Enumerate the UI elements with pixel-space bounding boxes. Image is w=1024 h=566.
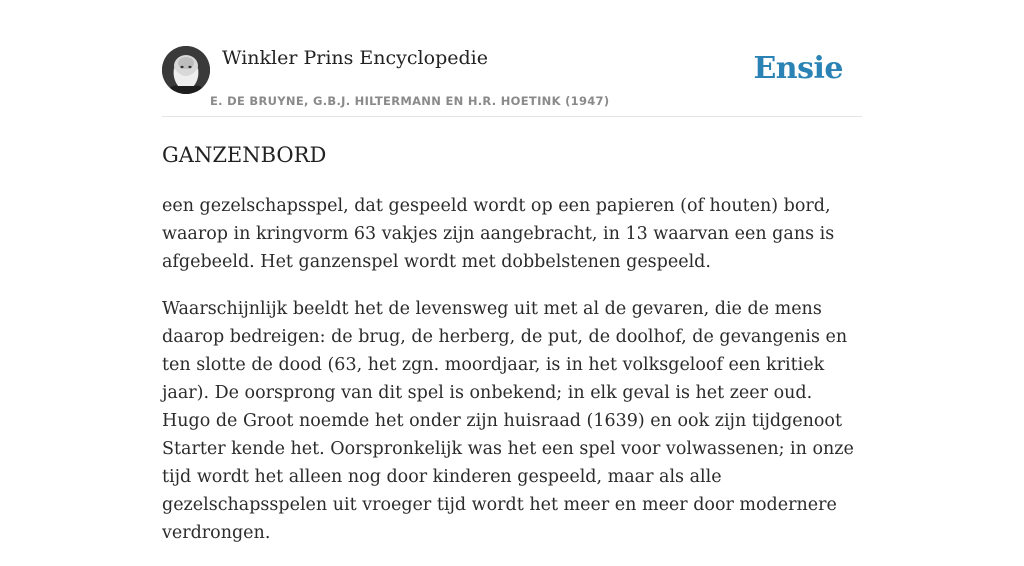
author-avatar[interactable] [162, 46, 210, 94]
article-body [162, 192, 862, 566]
portrait-icon [162, 46, 210, 94]
brand-logo[interactable]: Ensie [753, 51, 843, 86]
article-title: GANZENBORD [162, 143, 327, 167]
header [162, 0, 862, 117]
authors-credit: E. DE BRUYNE, G.B.J. HILTERMANN EN H.R. HOETINK (1947) [210, 94, 610, 108]
paragraph-2: Waarschijnlijk beeldt het de levensweg uit met al de gevaren, die de mens daarop bedreigen: de brug, de herberg, de put, de doolhof, de gevangenis en ten slotte de dood (63, het zgn. moordjaar, is in het volksgeloof een kritiek jaar). De oorsprong van dit spel is onbekend; in elk geval is het zeer oud. Hugo de Groot noemde het onder zijn huisraad (1639) en ook zijn tijdgenoot Starter kende het. Oorspronkelijk was het een spel voor volwassenen; in onze tijd wordt het alleen nog door kinderen gespeeld, maar als alle gezelschapsspelen uit vroeger tijd wordt het meer en meer door modernere verdrongen. [162, 299, 854, 543]
paragraph-1: een gezelschapsspel, dat gespeeld wordt op een papieren (of houten) bord, waarop in kringvorm 63 vakjes zijn aangebracht, in 13 waarvan een gans is afgebeeld. Het ganzenspel wordt met dobbelstenen gespeeld. [162, 196, 835, 272]
encyclopedia-name[interactable]: Winkler Prins Encyclopedie [222, 47, 488, 69]
page [162, 0, 862, 543]
